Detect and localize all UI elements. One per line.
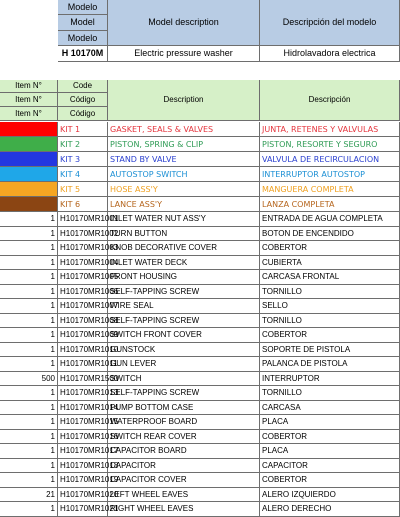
part-description-en[interactable]: INLET WATER NUT ASS'Y xyxy=(108,212,260,227)
part-code[interactable]: H10170MR1500 xyxy=(58,372,108,387)
part-quantity[interactable]: 1 xyxy=(0,299,58,314)
kit-label[interactable]: KIT 6 xyxy=(58,197,108,212)
part-description-es[interactable]: PLACA xyxy=(260,444,400,459)
part-description-en[interactable]: GUNSTOCK xyxy=(108,343,260,358)
part-description-en[interactable]: SELF-TAPPING SCREW xyxy=(108,386,260,401)
item-label-3[interactable]: Item N° xyxy=(0,107,58,121)
part-quantity[interactable]: 1 xyxy=(0,285,58,300)
part-description-es[interactable]: TORNILLO xyxy=(260,285,400,300)
part-description-en[interactable]: TURN BUTTON xyxy=(108,227,260,242)
part-quantity[interactable]: 1 xyxy=(0,401,58,416)
part-quantity[interactable]: 1 xyxy=(0,473,58,488)
part-quantity[interactable]: 1 xyxy=(0,212,58,227)
part-description-es[interactable]: ENTRADA DE AGUA COMPLETA xyxy=(260,212,400,227)
part-description-en[interactable]: SELF-TAPPING SCREW xyxy=(108,285,260,300)
kit-description-en[interactable]: AUTOSTOP SWITCH xyxy=(108,167,260,182)
part-description-en[interactable]: PUMP BOTTOM CASE xyxy=(108,401,260,416)
description-header[interactable]: Description xyxy=(108,80,260,121)
part-quantity[interactable]: 1 xyxy=(0,415,58,430)
part-description-en[interactable]: INLET WATER DECK xyxy=(108,256,260,271)
part-description-es[interactable]: COBERTOR xyxy=(260,241,400,256)
part-description-en[interactable]: RIGHT WHEEL EAVES xyxy=(108,502,260,517)
part-quantity[interactable]: 1 xyxy=(0,502,58,517)
part-description-es[interactable]: SELLO xyxy=(260,299,400,314)
part-description-es[interactable]: PLACA xyxy=(260,415,400,430)
part-code[interactable]: H10170MR1006 xyxy=(58,285,108,300)
part-code[interactable]: H10170MR1001 xyxy=(58,212,108,227)
kit-color-swatch xyxy=(0,152,58,167)
part-code[interactable]: H10170MR1021 xyxy=(58,502,108,517)
part-description-en[interactable]: SWITCH REAR COVER xyxy=(108,430,260,445)
part-description-en[interactable]: FRONT HOUSING xyxy=(108,270,260,285)
modelo-label-2[interactable]: Modelo xyxy=(58,31,108,46)
part-quantity[interactable]: 1 xyxy=(0,444,58,459)
part-description-es[interactable]: ALERO DERECHO xyxy=(260,502,400,517)
part-code[interactable]: H10170MR1004 xyxy=(58,256,108,271)
model-value[interactable]: H 10170M xyxy=(58,46,108,62)
part-code[interactable]: H10170MR1011 xyxy=(58,357,108,372)
part-description-es[interactable]: SOPORTE DE PISTOLA xyxy=(260,343,400,358)
code-label-1[interactable]: Code xyxy=(58,80,108,93)
kit-color-swatch xyxy=(0,197,58,212)
model-header-table xyxy=(0,0,400,62)
part-description-es[interactable]: COBERTOR xyxy=(260,473,400,488)
kit-description-es[interactable]: MANGUERA COMPLETA xyxy=(260,182,400,197)
part-description-es[interactable]: COBERTOR xyxy=(260,328,400,343)
part-description-es[interactable]: BOTON DE ENCENDIDO xyxy=(260,227,400,242)
part-code[interactable]: H10170MR1003 xyxy=(58,241,108,256)
part-quantity[interactable]: 21 xyxy=(0,488,58,503)
item-label-1[interactable]: Item N° xyxy=(0,80,58,93)
code-label-3[interactable]: Código xyxy=(58,107,108,121)
part-description-en[interactable]: SWITCH xyxy=(108,372,260,387)
kit-label[interactable]: KIT 3 xyxy=(58,152,108,167)
part-quantity[interactable]: 1 xyxy=(0,357,58,372)
code-label-2[interactable]: Código xyxy=(58,93,108,107)
part-code[interactable]: H10170MR1009 xyxy=(58,328,108,343)
kit-label[interactable]: KIT 4 xyxy=(58,167,108,182)
item-label-2[interactable]: Item N° xyxy=(0,93,58,107)
part-code[interactable]: H10170MR1018 xyxy=(58,459,108,474)
part-description-es[interactable]: CUBIERTA xyxy=(260,256,400,271)
kit-color-swatch xyxy=(0,167,58,182)
part-description-en[interactable]: SWITCH FRONT COVER xyxy=(108,328,260,343)
part-description-en[interactable]: SELF-TAPPING SCREW xyxy=(108,314,260,329)
kit-label[interactable]: KIT 1 xyxy=(58,122,108,137)
part-description-en[interactable]: GUN LEVER xyxy=(108,357,260,372)
part-quantity[interactable]: 1 xyxy=(0,270,58,285)
modelo-label[interactable]: Modelo xyxy=(58,0,108,15)
part-description-es[interactable]: INTERRUPTOR xyxy=(260,372,400,387)
part-description-en[interactable]: CAPACITOR BOARD xyxy=(108,444,260,459)
part-description-es[interactable]: CARCASA FRONTAL xyxy=(260,270,400,285)
part-code[interactable]: H10170MR1007 xyxy=(58,299,108,314)
part-code[interactable]: H10170MR1008 xyxy=(58,314,108,329)
part-code[interactable]: H10170MR1013 xyxy=(58,386,108,401)
model-desc-en[interactable]: Electric pressure washer xyxy=(108,46,260,62)
part-code[interactable]: H10170MR1002 xyxy=(58,227,108,242)
kit-description-en[interactable]: LANCE ASS'Y xyxy=(108,197,260,212)
part-description-en[interactable]: CAPACITOR COVER xyxy=(108,473,260,488)
part-quantity[interactable]: 1 xyxy=(0,314,58,329)
part-code[interactable]: H10170MR1010 xyxy=(58,343,108,358)
kit-label[interactable]: KIT 2 xyxy=(58,137,108,152)
descripcion-modelo-header[interactable]: Descripción del modelo xyxy=(260,0,400,46)
kit-description-es[interactable]: INTERRUPTOR AUTOSTOP xyxy=(260,167,400,182)
part-quantity[interactable]: 1 xyxy=(0,459,58,474)
part-description-en[interactable]: LEFT WHEEL EAVES xyxy=(108,488,260,503)
model-description-header[interactable]: Model description xyxy=(108,0,260,46)
part-description-es[interactable]: ALERO IZQUIERDO xyxy=(260,488,400,503)
kit-description-en[interactable]: GASKET, SEALS & VALVES xyxy=(108,122,260,137)
part-quantity[interactable]: 1 xyxy=(0,328,58,343)
part-quantity[interactable]: 1 xyxy=(0,386,58,401)
part-code[interactable]: H10170MR1019 xyxy=(58,473,108,488)
part-description-es[interactable]: CAPACITOR xyxy=(260,459,400,474)
part-code[interactable]: H10170MR1005 xyxy=(58,270,108,285)
part-quantity[interactable]: 1 xyxy=(0,430,58,445)
part-quantity[interactable]: 1 xyxy=(0,343,58,358)
kit-label[interactable]: KIT 5 xyxy=(58,182,108,197)
part-code[interactable]: H10170MR1015 xyxy=(58,415,108,430)
kit-description-es[interactable]: PISTON, RESORTE Y SEGURO xyxy=(260,137,400,152)
part-description-es[interactable]: PALANCA DE PISTOLA xyxy=(260,357,400,372)
kit-color-swatch xyxy=(0,182,58,197)
part-description-en[interactable]: CAPACITOR xyxy=(108,459,260,474)
part-description-es[interactable]: CARCASA xyxy=(260,401,400,416)
part-code[interactable]: H10170MR1016 xyxy=(58,430,108,445)
part-description-en[interactable]: KNOB DECORATIVE COVER xyxy=(108,241,260,256)
part-code[interactable]: H10170MR1020 xyxy=(58,488,108,503)
part-quantity[interactable]: 1 xyxy=(0,241,58,256)
kit-description-en[interactable]: STAND BY VALVE xyxy=(108,152,260,167)
kit-description-es[interactable]: LANZA COMPLETA xyxy=(260,197,400,212)
part-description-en[interactable]: WATERPROOF BOARD xyxy=(108,415,260,430)
part-description-en[interactable]: WIRE SEAL xyxy=(108,299,260,314)
kit-description-en[interactable]: HOSE ASS'Y xyxy=(108,182,260,197)
part-description-es[interactable]: COBERTOR xyxy=(260,430,400,445)
part-code[interactable]: H10170MR1017 xyxy=(58,444,108,459)
kit-description-es[interactable]: VALVULA DE RECIRCULACION xyxy=(260,152,400,167)
model-label[interactable]: Model xyxy=(58,15,108,31)
part-code[interactable]: H10170MR1014 xyxy=(58,401,108,416)
part-quantity[interactable]: 500 xyxy=(0,372,58,387)
kit-description-en[interactable]: PISTON, SPRING & CLIP xyxy=(108,137,260,152)
part-description-es[interactable]: TORNILLO xyxy=(260,386,400,401)
descripcion-header[interactable]: Descripción xyxy=(260,80,400,121)
part-quantity[interactable]: 1 xyxy=(0,227,58,242)
kit-description-es[interactable]: JUNTA, RETENES Y VALVULAS xyxy=(260,122,400,137)
part-quantity[interactable]: 1 xyxy=(0,256,58,271)
kit-color-swatch xyxy=(0,137,58,152)
model-desc-es[interactable]: Hidrolavadora electrica xyxy=(260,46,400,62)
kit-color-swatch xyxy=(0,122,58,137)
part-description-es[interactable]: TORNILLO xyxy=(260,314,400,329)
